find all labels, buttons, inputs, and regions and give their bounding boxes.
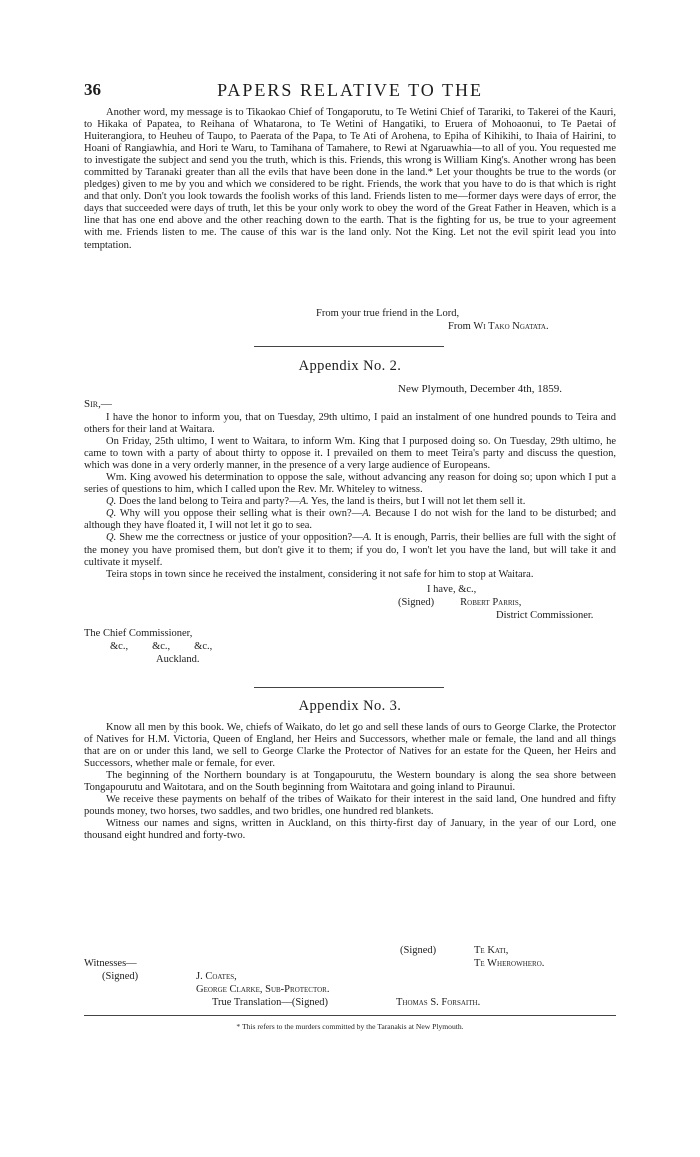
page-header (84, 80, 616, 102)
section-divider (254, 346, 444, 347)
chief-row-2 (84, 957, 616, 970)
footnote-rule (84, 1015, 616, 1016)
letter-body (84, 107, 616, 252)
letter-paragraph: Another word, my message is to Tikaokao Chief of Tongaporutu, to Te Wetini Chief of Tarariki, to Takerei of the Kauri, to Hikaka of Papatea, to Reihana of Whatarona, to Te Wetini of Hangatiki, to Eruera of Mohoaonui, to Te Paetai of Huiterangiora, to Heuheu of Taupo, to Paerata of the Papa, to Te Ati of Arohena, to Epiha of Kihikihi, to Ihaia of Hairini, to Hoani of Rangiawhia, and Hori te Waru, to Tamihana of Tamahere, to Rewi at Ngaruawhia—to all of you. You requested me to investigate the subject and send you the truth, which is this. Friends, this wrong is William King's. Another wrong has been committed by Taranaki greater than all the evils that have been done in the land.* Let your thoughts be true to the words (or pledges) given to me by you and which we considered to be right. Friends, the work that you have to do is that which is right and that only. Don't you look towards the foolish works of this land. Friends listen to me—former days were days of error, the days that succeeded were days of truth, let this be your only work to obey the word of the Great Father in Heaven, which is a line that has one end above and the other reaching down to the earth. That is the fighting for us, be true to your agreement with me. Friends listen to me. The cause of this war is the land only. Not the King. Let not the evil spirit lead you into temptation. (84, 107, 616, 251)
translation-row: True Translation—(Signed) Thomas S. Forsaith. (212, 997, 481, 1008)
appendix-3-heading: Appendix No. 3. (298, 698, 402, 714)
appendix-2-signature (84, 583, 616, 622)
chief-name: Te Kati, (474, 945, 509, 956)
from-prefix: From (448, 320, 471, 332)
from-name: Wi Tako Ngatata. (473, 320, 549, 332)
letter-signature (84, 308, 616, 333)
letter-closing: From your true friend in the Lord, (316, 308, 460, 319)
appendix-2-heading: Appendix No. 2. (298, 358, 402, 374)
letter-from (84, 321, 616, 334)
page-number: 36 (84, 80, 101, 99)
paragraph: Know all men by this book. We, chiefs of Waikato, do let go and sell these lands of ours to George Clarke, the Protector of Natives for H.M. Victoria, Queen of England, her Heirs and Successors, whether male or female, the land and all things that are on or under this land, we sell to George Clarke the Protector of Natives for an estate for the Queen, her Heirs and Successors, whether male or female, for ever. (84, 722, 616, 770)
addressee-block (84, 627, 212, 666)
salutation: Sir,— (84, 398, 112, 410)
appendix-2-dateline: New Plymouth, December 4th, 1859. (398, 383, 563, 395)
paragraph: Witness our names and signs, written in Auckland, on this thirty-first day of January, in the year of our Lord, one thousand eight hundred and forty-two. (84, 818, 616, 842)
paragraph: We receive these payments on behalf of the tribes of Waikato for their interest in the said land, One hundred and fifty pounds money, two horses, two saddles, and two bridles, one hundred red blankets. (84, 794, 616, 818)
witnesses-label: Witnesses— (84, 958, 137, 969)
signer-name: Robert Parris, (460, 597, 522, 608)
place: Auckland. (156, 654, 200, 665)
section-divider (254, 687, 444, 688)
witness-name: J. Coates, (196, 971, 237, 982)
chief-row-1: (Signed) Te Kati, (400, 945, 509, 956)
etc-line: &c., &c., &c., (110, 641, 213, 652)
question-3: Q. Shew me the correctness or justice of your opposition?—A. It is enough, Parris, their bellies are full with the sight of the money you have promised them, but don't give it to them; if you do, I won't let you have the land, but will take it and cultivate it myself. (84, 532, 617, 568)
signer-title: District Commissioner. (496, 610, 594, 621)
paragraph: The beginning of the Northern boundary is at Tongapourutu, the Western boundary is along the sea shore between Tongapourutu and Waitotara, and on the South beginning from Waitotara and going inland to Piraunui. (84, 770, 616, 794)
question-1: Q. Does the land belong to Teira and party?—A. Yes, the land is theirs, but I will not let them sell it. (106, 496, 526, 508)
appendix-2-body (84, 412, 616, 581)
sign-have: I have, &c., (427, 584, 477, 595)
appendix-3-body (84, 722, 616, 842)
addressee: The Chief Commissioner, (84, 628, 193, 639)
appendix-3-signatures (84, 944, 616, 1009)
chief-name: Te Wherowhero. (474, 958, 545, 969)
paragraph: Teira stops in town since he received the instalment, considering it not safe for him to stop at Waitara. (106, 568, 534, 580)
witness-name: George Clarke, Sub-Protector. (196, 984, 330, 995)
translator-name: Thomas S. Forsaith. (396, 997, 481, 1008)
sign-line: (Signed) Robert Parris, (398, 597, 522, 608)
witness-row-2 (84, 983, 616, 996)
paragraph: Wm. King avowed his determination to oppose the sale, without advancing any reason for doing so; upon which I put a series of questions to him, which I called upon the Rev. Mr. Whiteley to witness. (84, 472, 616, 496)
witness-row-1: (Signed) J. Coates, (102, 971, 237, 982)
footnote: * This refers to the murders committed by the Taranakis at New Plymouth. (236, 1022, 464, 1031)
question-2: Q. Why will you oppose their selling what is their own?—A. Because I do not wish for the land to be disturbed; and although they have floated it, I will not let it go to sea. (84, 508, 617, 532)
paragraph: On Friday, 25th ultimo, I went to Waitara, to inform Wm. King that I purposed doing so. On Tuesday, 29th ultimo, he came to town with a party of about thirty to oppose it. I prevailed on them to meet Teira's party and discuss the question, which was done in a very orderly manner, in the presence of a very large audience of Europeans. (84, 436, 616, 472)
paragraph: I have the honor to inform you, that on Tuesday, 29th ultimo, I paid an instalment of one hundred pounds to Teira and others for their land at Waitara. (84, 412, 616, 436)
running-head: PAPERS RELATIVE TO THE (217, 80, 483, 100)
